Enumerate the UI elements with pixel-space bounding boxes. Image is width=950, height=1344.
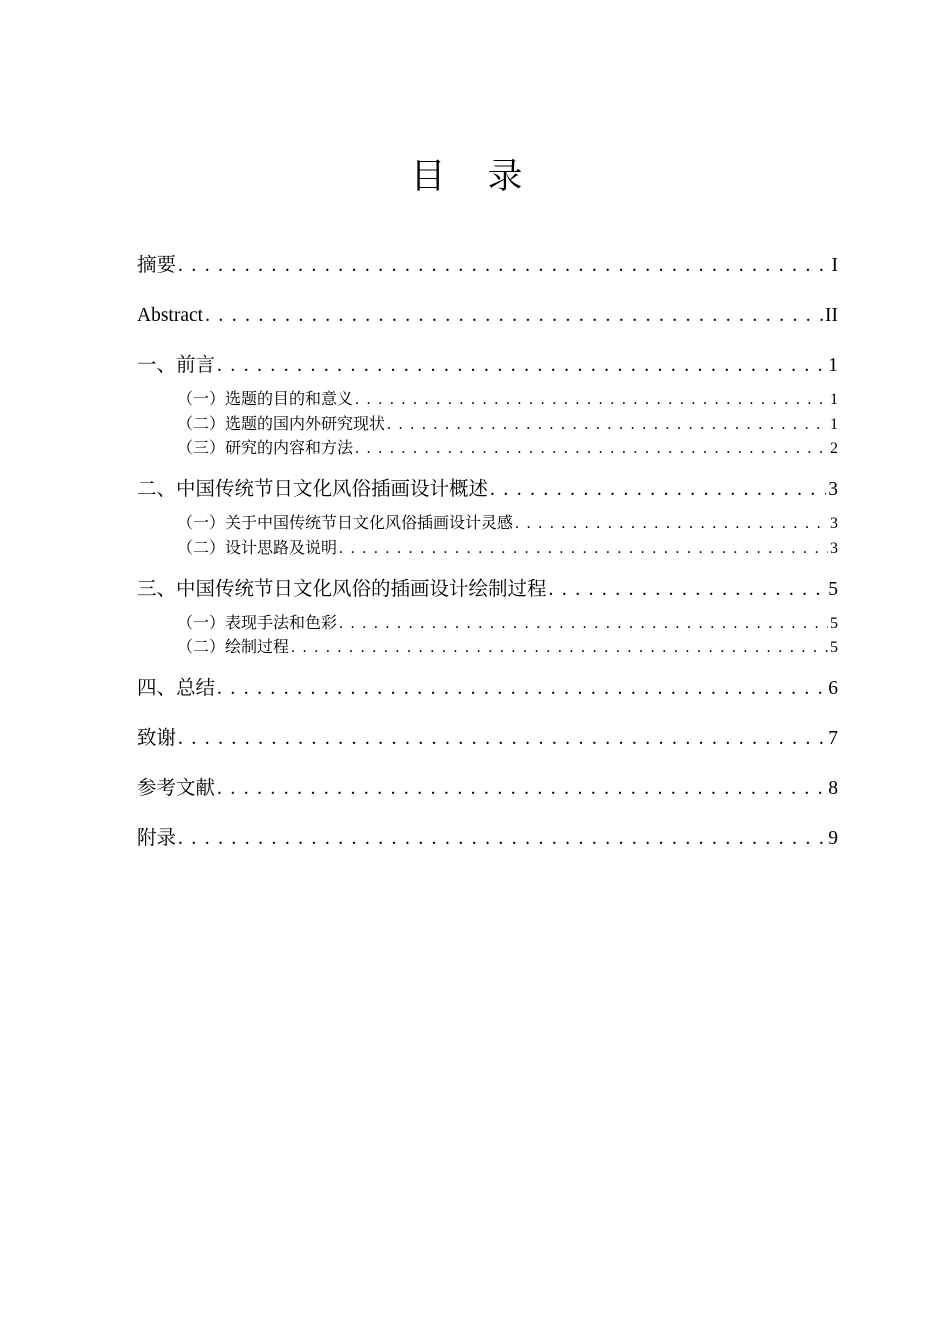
dot-leader: [291, 636, 828, 660]
toc-entry-chapter-1[interactable]: [137, 350, 838, 388]
toc-entry-abstract-cn[interactable]: [137, 250, 838, 300]
dot-leader: [339, 537, 828, 561]
toc-entry-references[interactable]: [137, 773, 838, 823]
toc-entry-label: Abstract: [137, 305, 204, 326]
toc-entry-page: 5: [830, 639, 838, 656]
dot-leader: [178, 250, 829, 282]
toc-entry-label: 三、中国传统节日文化风俗的插画设计绘制过程: [137, 578, 547, 600]
toc-entry-appendix[interactable]: [137, 823, 838, 873]
toc-entry-page: 1: [828, 355, 838, 376]
dot-leader: [387, 413, 828, 437]
dot-leader: [355, 437, 828, 461]
toc-entry-section-1-1[interactable]: [137, 388, 838, 413]
toc-entry-label: 摘要: [137, 255, 177, 276]
toc-entry-chapter-4[interactable]: [137, 673, 838, 723]
toc-entry-page: 3: [830, 539, 838, 557]
toc-entry-section-3-1[interactable]: [137, 612, 838, 637]
dot-leader: [490, 474, 826, 506]
toc-entry-label: （一）表现手法和色彩: [177, 614, 338, 632]
toc-entry-chapter-2[interactable]: [137, 474, 838, 512]
toc-entry-label: 附录: [137, 828, 177, 849]
toc-entry-section-2-2[interactable]: [137, 537, 838, 574]
toc-entry-label: （二）绘制过程: [177, 639, 290, 656]
toc-entry-page: 5: [830, 614, 838, 632]
dot-leader: [515, 512, 828, 536]
dot-leader: [178, 723, 826, 755]
toc-entry-label: 一、前言: [137, 355, 216, 376]
toc-entry-label: （三）研究的内容和方法: [177, 440, 354, 457]
dot-leader: [339, 612, 828, 636]
toc-entry-page: I: [831, 255, 838, 276]
dot-leader: [178, 823, 826, 855]
toc-entry-page: 9: [828, 828, 838, 849]
toc-entry-page: 6: [828, 678, 838, 699]
toc-entry-page: 3: [828, 479, 838, 500]
toc-entry-label: 四、总结: [137, 678, 216, 699]
toc-entry-section-2-1[interactable]: [137, 512, 838, 537]
toc-title: 目录: [410, 157, 565, 197]
toc-entry-page: 1: [830, 415, 838, 433]
toc-entry-label: 二、中国传统节日文化风俗插画设计概述: [137, 479, 489, 500]
dot-leader: [549, 574, 827, 606]
toc-entry-label: 致谢: [137, 728, 177, 749]
toc-entry-abstract-en[interactable]: [137, 300, 838, 350]
toc-entry-chapter-3[interactable]: [137, 574, 838, 612]
toc-entry-section-1-2[interactable]: [137, 413, 838, 438]
toc-entry-page: II: [825, 305, 838, 326]
table-of-contents: [137, 250, 838, 873]
toc-entry-label: （二）设计思路及说明: [177, 539, 338, 557]
toc-entry-page: 2: [830, 440, 838, 457]
toc-entry-page: 8: [828, 778, 838, 799]
toc-entry-section-3-2[interactable]: [137, 636, 838, 673]
dot-leader: [205, 300, 823, 332]
toc-entry-label: 参考文献: [137, 778, 216, 799]
dot-leader: [217, 350, 826, 382]
dot-leader: [355, 388, 828, 412]
toc-entry-acknowledgements[interactable]: [137, 723, 838, 773]
toc-entry-page: 1: [830, 391, 838, 408]
toc-entry-page: 3: [830, 515, 838, 532]
toc-entry-label: （一）选题的目的和意义: [177, 391, 354, 408]
toc-entry-page: 5: [828, 578, 838, 600]
toc-entry-label: （二）选题的国内外研究现状: [177, 415, 386, 433]
dot-leader: [217, 773, 826, 805]
dot-leader: [217, 673, 826, 705]
toc-entry-label: （一）关于中国传统节日文化风俗插画设计灵感: [177, 515, 514, 532]
toc-entry-section-1-3[interactable]: [137, 437, 838, 474]
toc-entry-page: 7: [828, 728, 838, 749]
